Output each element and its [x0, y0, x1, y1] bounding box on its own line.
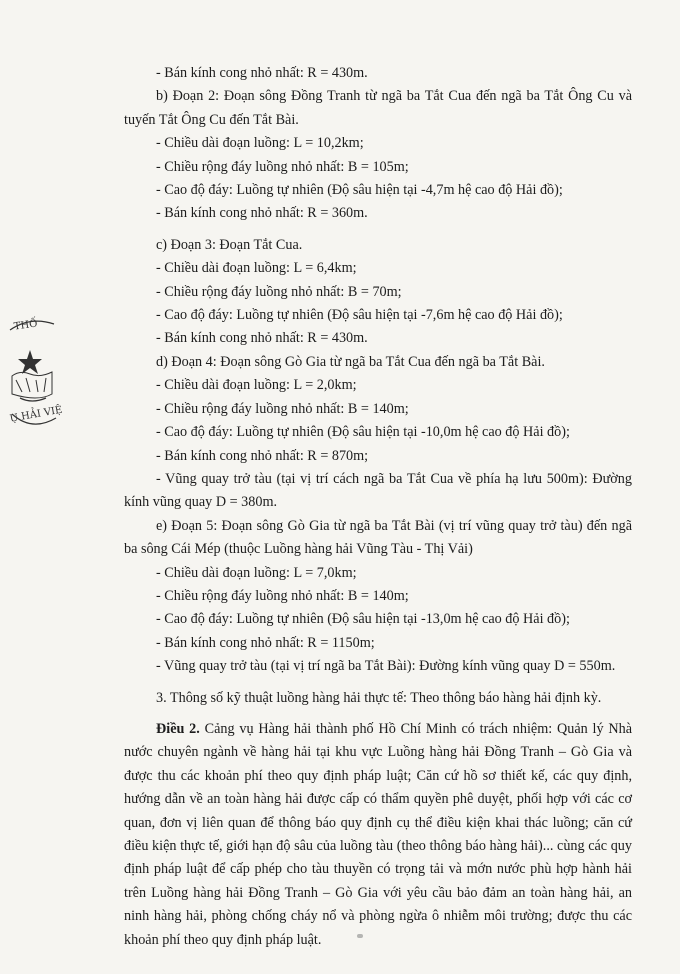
text-line: - Chiều rộng đáy luồng nhỏ nhất: B = 70m;	[156, 283, 402, 300]
scan-mark	[357, 934, 363, 938]
section-heading-d: d) Đoạn 4: Đoạn sông Gò Gia từ ngã ba Tắt Cua đến ngã ba Tắt Bài.	[156, 353, 545, 370]
text-line: - Cao độ đáy: Luồng tự nhiên (Độ sâu hiện tại -10,0m hệ cao độ Hải đồ);	[156, 424, 570, 441]
section-heading-b: b) Đoạn 2: Đoạn sông Đồng Tranh từ ngã ba Tắt Cua đến ngã ba Tắt Ông Cu và tuyến Tắt Ông Cu đến Tắt Bài.	[124, 88, 632, 128]
article-2-heading: Điều 2.	[156, 720, 200, 737]
text-line: - Cao độ đáy: Luồng tự nhiên (Độ sâu hiện tại -7,6m hệ cao độ Hải đồ);	[156, 307, 563, 324]
document-body	[124, 62, 632, 952]
text-line: - Chiều dài đoạn luồng: L = 2,0km;	[156, 377, 357, 394]
text-line: - Chiều dài đoạn luồng: L = 10,2km;	[156, 135, 364, 152]
text-line: - Chiều rộng đáy luồng nhỏ nhất: B = 140m;	[156, 587, 409, 604]
text-line: - Bán kính cong nhỏ nhất: R = 430m.	[156, 330, 368, 347]
text-line: - Chiều dài đoạn luồng: L = 7,0km;	[156, 564, 357, 581]
section-heading-e: e) Đoạn 5: Đoạn sông Gò Gia từ ngã ba Tắt Bài (vị trí vũng quay trở tàu) đến ngã ba sông Cái Mép (thuộc Luồng hàng hải Vũng Tàu - Thị Vải)	[124, 517, 632, 558]
article-2-body: Cảng vụ Hàng hải thành phố Hồ Chí Minh có trách nhiệm: Quản lý Nhà nước chuyên ngành về hàng hải tại khu vực Luồng hàng hải Đồng Tranh – Gò Gia và được thu các khoản phí theo quy định pháp luật; Căn cứ hồ sơ thiết kế, các quy định, hướng dẫn về an toàn hàng hải được cấp có thẩm quyền phê duyệt, phối hợp với các cơ quan, đơn vị liên quan để thông báo quy định cụ thể điều kiện khai thác luồng; căn cứ điều kiện thực tế, giới hạn độ sâu của luồng tàu (theo thông báo hàng hải)... cùng các quy định pháp luật để cấp phép cho tàu thuyền có trọng tải và mớn nước phù hợp hành hải trên Luồng hàng hải Đồng Tranh – Gò Gia với yêu cầu bảo đảm an toàn hàng hải, an ninh hàng hải, phòng chống cháy nổ và phòng ngừa ô nhiễm môi trường; được thu các khoản phí theo quy định pháp luật.	[124, 720, 633, 948]
text-line: - Chiều rộng đáy luồng nhỏ nhất: B = 140m;	[156, 400, 409, 417]
text-line: - Bán kính cong nhỏ nhất: R = 430m.	[156, 65, 368, 81]
text-line: - Chiều rộng đáy luồng nhỏ nhất: B = 105m;	[156, 158, 409, 175]
seal-stamp-icon	[6, 314, 64, 434]
text-line: - Bán kính cong nhỏ nhất: R = 360m.	[156, 205, 368, 222]
text-line: - Vũng quay trở tàu (tại vị trí ngã ba Tắt Bài): Đường kính vũng quay D = 550m.	[156, 658, 616, 675]
svg-text:Ụ HẢI VIỆ: Ụ HẢI VIỆ	[8, 404, 64, 425]
text-line: - Vũng quay trở tàu (tại vị trí cách ngã ba Tắt Cua về phía hạ lưu 500m): Đường kính vũng quay D = 380m.	[124, 470, 632, 511]
text-line: - Chiều dài đoạn luồng: L = 6,4km;	[156, 260, 357, 277]
section-heading-c: c) Đoạn 3: Đoạn Tắt Cua.	[156, 236, 303, 253]
text-line: - Cao độ đáy: Luồng tự nhiên (Độ sâu hiện tại -4,7m hệ cao độ Hải đồ);	[156, 182, 563, 199]
svg-text:THỐ: THỐ	[13, 318, 39, 333]
text-line: - Bán kính cong nhỏ nhất: R = 1150m;	[156, 634, 375, 651]
section-3: 3. Thông số kỹ thuật luồng hàng hải thực tế: Theo thông báo hàng hải định kỳ.	[156, 689, 602, 706]
text-line: - Bán kính cong nhỏ nhất: R = 870m;	[156, 447, 369, 464]
article-2	[124, 718, 632, 952]
text-line: - Cao độ đáy: Luồng tự nhiên (Độ sâu hiện tại -13,0m hệ cao độ Hải đồ);	[156, 611, 570, 628]
